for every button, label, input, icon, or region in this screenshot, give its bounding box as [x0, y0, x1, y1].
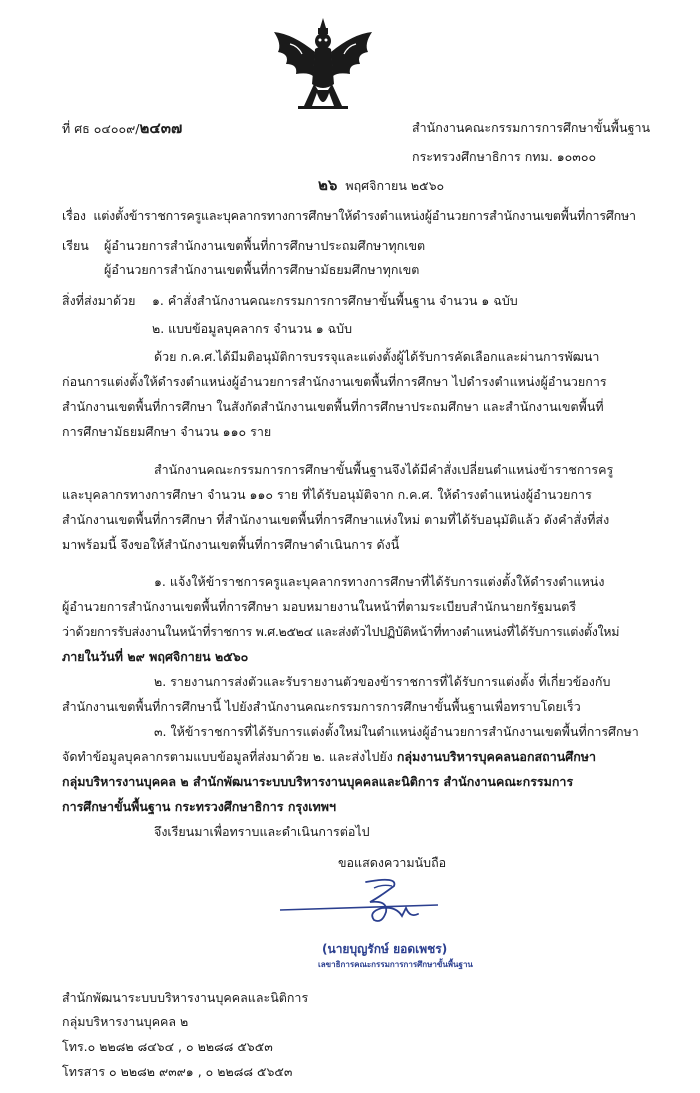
- paragraph-5-line-2-bold: กลุ่มงานบริหารบุคคลนอกสถานศึกษา: [396, 749, 597, 764]
- paragraph-1-line-3: สำนักงานเขตพื้นที่การศึกษา ในสังกัดสำนักงานเขตพื้นที่การศึกษาประถมศึกษา และสำนักงานเขตพื้นที่: [62, 399, 604, 414]
- issuing-office: สำนักงานคณะกรรมการการศึกษาขั้นพื้นฐาน: [412, 120, 651, 135]
- enclosures-label: สิ่งที่ส่งมาด้วย: [62, 293, 136, 308]
- footer-telephone: โทร.๐ ๒๒๘๒ ๘๔๖๔ , ๐ ๒๒๘๘ ๕๖๕๓: [62, 1039, 273, 1054]
- footer-group: กลุ่มบริหารงานบุคคล ๒: [62, 1014, 189, 1029]
- garuda-emblem-icon: [268, 14, 378, 124]
- footer-fax: โทรสาร ๐ ๒๒๘๒ ๙๓๙๑ , ๐ ๒๒๘๘ ๕๖๕๓: [62, 1064, 293, 1079]
- paragraph-5-line-2-text: จัดทำข้อมูลบุคลากรตามแบบข้อมูลที่ส่งมาด้วย ๒. และส่งไปยัง: [62, 749, 397, 764]
- subject-label: เรื่อง: [62, 208, 86, 223]
- handwritten-signature-icon: [278, 872, 448, 930]
- paragraph-5-line-1: ๓. ให้ข้าราชการที่ได้รับการแต่งตั้งใหม่ในตำแหน่งผู้อำนวยการสำนักงานเขตพื้นที่การศึกษา: [154, 724, 639, 739]
- paragraph-1-line-2: ก่อนการแต่งตั้งให้ดำรงตำแหน่งผู้อำนวยการสำนักงานเขตพื้นที่การศึกษา ไปดำรงตำแหน่งผู้อำนวยการ: [62, 374, 607, 389]
- reference-number: ๒๔๓๗: [139, 119, 183, 137]
- subject-text: แต่งตั้งข้าราชการครูและบุคลากรทางการศึกษาให้ดำรงตำแหน่งผู้อำนวยการสำนักงานเขตพื้นที่การศึกษา: [93, 208, 636, 223]
- paragraph-2-line-1: สำนักงานคณะกรรมการการศึกษาขั้นพื้นฐานจึงได้มีคำสั่งเปลี่ยนตำแหน่งข้าราชการครู: [154, 462, 614, 477]
- paragraph-4-line-2: สำนักงานเขตพื้นที่การศึกษานี้ ไปยังสำนักงานคณะกรรมการการศึกษาขั้นพื้นฐานเพื่อทราบโดยเร็ว: [62, 699, 581, 714]
- paragraph-3-line-3: ว่าด้วยการรับส่งงานในหน้าที่ราชการ พ.ศ.๒๕๒๔ และส่งตัวไปปฏิบัติหน้าที่ทางตำแหน่งที่ได้รับการแต่งตั้งใหม่: [62, 624, 620, 639]
- recipient-line-2: ผู้อำนวยการสำนักงานเขตพื้นที่การศึกษามัธยมศึกษาทุกเขต: [104, 262, 420, 277]
- paragraph-4-line-1: ๒. รายงานการส่งตัวและรับรายงานตัวของข้าราชการที่ได้รับการแต่งตั้ง ที่เกี่ยวข้องกับ: [154, 674, 611, 689]
- paragraph-5-line-4: การศึกษาขั้นพื้นฐาน กระทรวงศึกษาธิการ กรุงเทพฯ: [62, 799, 337, 814]
- paragraph-2-line-2: และบุคลากรทางการศึกษา จำนวน ๑๑๐ ราย ที่ได้รับอนุมัติจาก ก.ค.ศ. ให้ดำรงตำแหน่งผู้อำนวยการ: [62, 487, 592, 502]
- signatory-title: เลขาธิการคณะกรรมการการศึกษาขั้นพื้นฐาน: [318, 960, 473, 969]
- paragraph-5-line-3: กลุ่มบริหารงานบุคคล ๒ สำนักพัฒนาระบบบริหารงานบุคคลและนิติการ สำนักงานคณะกรรมการ: [62, 774, 574, 789]
- date-month-year: พฤศจิกายน ๒๕๖๐: [345, 178, 445, 193]
- recipient-label: เรียน: [62, 238, 89, 253]
- recipient-line-1: ผู้อำนวยการสำนักงานเขตพื้นที่การศึกษาประถมศึกษาทุกเขต: [104, 238, 426, 253]
- paragraph-3-deadline: ภายในวันที่ ๒๙ พฤศจิกายน ๒๕๖๐: [62, 649, 249, 664]
- complimentary-close: ขอแสดงความนับถือ: [338, 855, 447, 870]
- document-date: [318, 177, 444, 194]
- paragraph-1-line-1: ด้วย ก.ค.ศ.ได้มีมติอนุมัติการบรรจุและแต่งตั้งผู้ได้รับการคัดเลือกและผ่านการพัฒนา: [154, 349, 600, 364]
- enclosure-item-2: ๒. แบบข้อมูลบุคลากร จำนวน ๑ ฉบับ: [152, 321, 353, 336]
- enclosure-item-1: ๑. คำสั่งสำนักงานคณะกรรมการการศึกษาขั้นพื้นฐาน จำนวน ๑ ฉบับ: [152, 293, 518, 308]
- date-day: ๒๖: [318, 176, 338, 194]
- reference-prefix: ที่ ศธ ๐๔๐๐๙/: [62, 121, 140, 136]
- paragraph-2-line-3: สำนักงานเขตพื้นที่การศึกษา ที่สำนักงานเขตพื้นที่การศึกษาแห่งใหม่ ตามที่ได้รับอนุมัติแล้ว ดังคำสั่งที่ส่ง: [62, 512, 610, 527]
- subject-line: [62, 208, 636, 224]
- closing-sentence: จึงเรียนมาเพื่อทราบและดำเนินการต่อไป: [154, 824, 370, 839]
- signatory-name: (นายบุญรักษ์ ยอดเพชร): [322, 942, 448, 956]
- issuing-office-address: กระทรวงศึกษาธิการ กทม. ๑๐๓๐๐: [412, 149, 597, 164]
- paragraph-3-line-1: ๑. แจ้งให้ข้าราชการครูและบุคลากรทางการศึกษาที่ได้รับการแต่งตั้งให้ดำรงตำแหน่ง: [154, 574, 605, 589]
- document-reference: [62, 120, 182, 137]
- paragraph-5-line-2: [62, 749, 596, 765]
- footer-department: สำนักพัฒนาระบบบริหารงานบุคคลและนิติการ: [62, 990, 309, 1005]
- paragraph-1-line-4: การศึกษามัธยมศึกษา จำนวน ๑๑๐ ราย: [62, 424, 272, 439]
- paragraph-3-line-2: ผู้อำนวยการสำนักงานเขตพื้นที่การศึกษา มอบหมายงานในหน้าที่ตามระเบียบสำนักนายกรัฐมนตรี: [62, 599, 577, 614]
- paragraph-2-line-4: มาพร้อมนี้ จึงขอให้สำนักงานเขตพื้นที่การศึกษาดำเนินการ ดังนี้: [62, 537, 400, 552]
